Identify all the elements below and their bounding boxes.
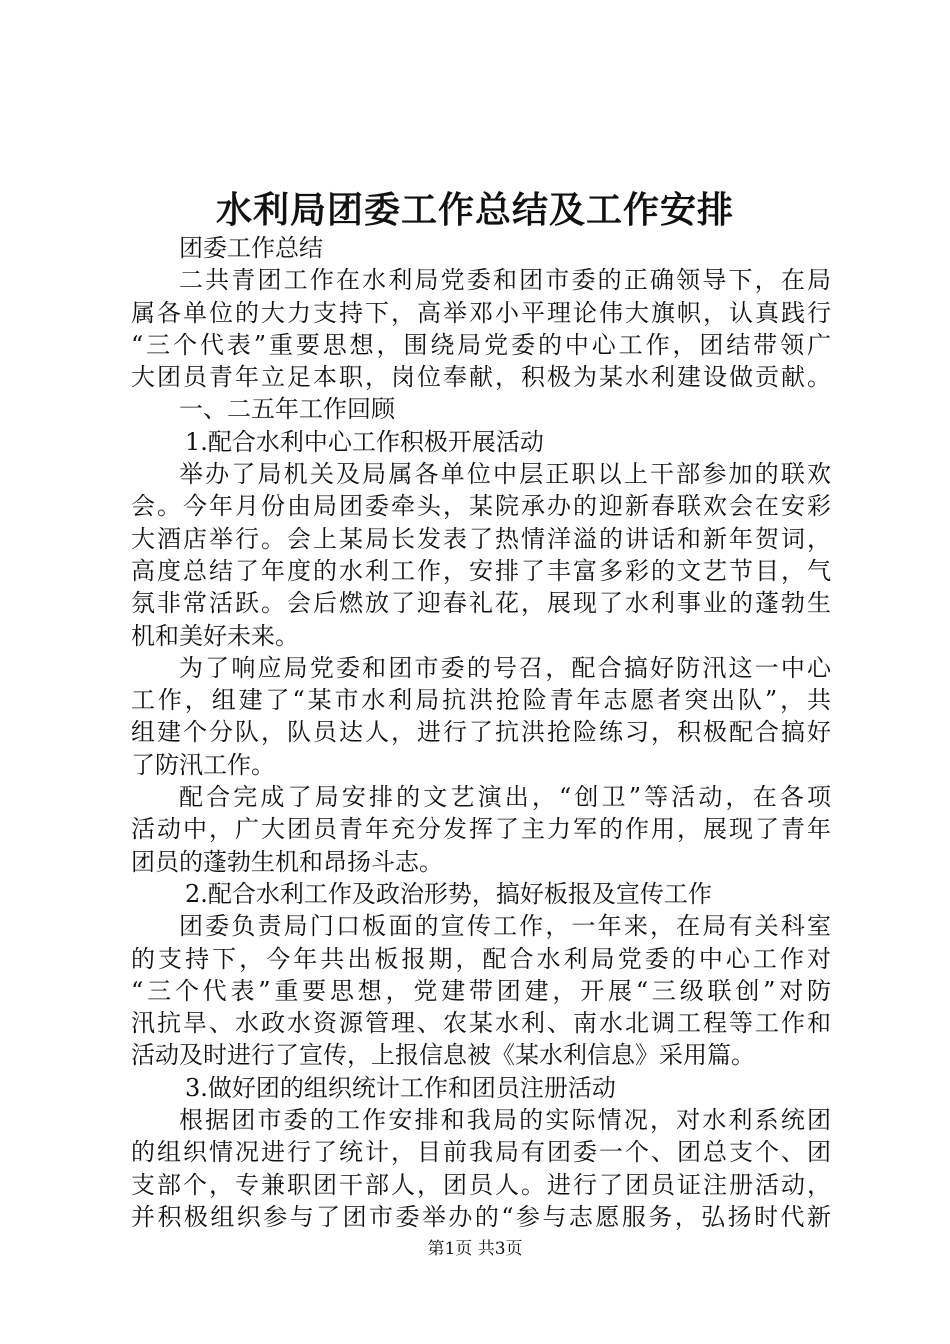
paragraph-line: 团员的蓬勃生机和昂扬斗志。 xyxy=(131,847,443,876)
paragraph-line: 工作，组建了“某市水利局抗洪抢险青年志愿者突出队”，共 xyxy=(131,686,831,715)
paragraph-line: 大酒店举行。会上某局长发表了热情洋溢的讲话和新年贺词， xyxy=(131,524,831,553)
paragraph-line: “三个代表”重要思想，围绕局党委的中心工作，团结带领广 xyxy=(131,330,831,359)
paragraph-line: 大团员青年立足本职，岗位奉献，积极为某水利建设做贡献。 xyxy=(131,363,831,392)
paragraph-line: 活动及时进行了宣传，上报信息被《某水利信息》采用篇。 xyxy=(131,1041,755,1070)
paragraph-line: 会。今年月份由局团委牵头，某院承办的迎新春联欢会在安彩 xyxy=(131,492,831,521)
paragraph-line: 高度总结了年度的水利工作，安排了丰富多彩的文艺节目，气 xyxy=(131,556,831,585)
paragraph-line: 的组织情况进行了统计，目前我局有团委一个、团总支个、团 xyxy=(131,1138,831,1167)
paragraph-line: 活动中，广大团员青年充分发挥了主力军的作用，展现了青年 xyxy=(131,815,831,844)
document-body xyxy=(131,232,831,1233)
page-number-footer: 第1页 共3页 xyxy=(427,1239,523,1259)
paragraph-line: 组建个分队，队员达人，进行了抗洪抢险练习，积极配合搞好 xyxy=(131,718,831,747)
subsection-heading: 2.配合水利工作及政治形势，搞好板报及宣传工作 xyxy=(185,879,712,908)
paragraph-line: 并积极组织参与了团市委举办的“参与志愿服务，弘扬时代新 xyxy=(131,1202,831,1231)
paragraph-line: 的支持下，今年共出板报期，配合水利局党委的中心工作对 xyxy=(131,944,831,973)
paragraph-line: 机和美好未来。 xyxy=(131,621,299,650)
paragraph-line: 汛抗旱、水政水资源管理、农某水利、南水北调工程等工作和 xyxy=(131,1009,831,1038)
section-heading: 一、二五年工作回顾 xyxy=(179,395,395,424)
document-title: 水利局团委工作总结及工作安排 xyxy=(215,189,734,231)
paragraph-line: 氛非常活跃。会后燃放了迎春礼花，展现了水利事业的蓬勃生 xyxy=(131,589,831,618)
paragraph-line: 根据团市委的工作安排和我局的实际情况，对水利系统团 xyxy=(179,1106,831,1135)
paragraph-line: 支部个，专兼职团干部人，团员人。进行了团员证注册活动， xyxy=(131,1170,831,1199)
subsection-heading: 1.配合水利中心工作积极开展活动 xyxy=(185,427,544,456)
paragraph-line: 属各单位的大力支持下，高举邓小平理论伟大旗帜，认真践行 xyxy=(131,298,831,327)
paragraph-line: 团委负责局门口板面的宣传工作，一年来，在局有关科室 xyxy=(179,912,831,941)
paragraph-line: 举办了局机关及局属各单位中层正职以上干部参加的联欢 xyxy=(179,460,831,489)
paragraph-line: 了防汛工作。 xyxy=(131,750,275,779)
paragraph-line: 为了响应局党委和团市委的号召，配合搞好防汛这一中心 xyxy=(179,653,831,682)
section-heading: 团委工作总结 xyxy=(179,234,323,262)
paragraph-line: 二共青团工作在水利局党委和团市委的正确领导下，在局 xyxy=(179,266,831,295)
paragraph-line: “三个代表”重要思想，党建带团建，开展“三级联创”对防 xyxy=(131,976,831,1005)
subsection-heading: 3.做好团的组织统计工作和团员注册活动 xyxy=(185,1073,616,1102)
paragraph-line: 配合完成了局安排的文艺演出，“创卫”等活动，在各项 xyxy=(179,783,831,812)
